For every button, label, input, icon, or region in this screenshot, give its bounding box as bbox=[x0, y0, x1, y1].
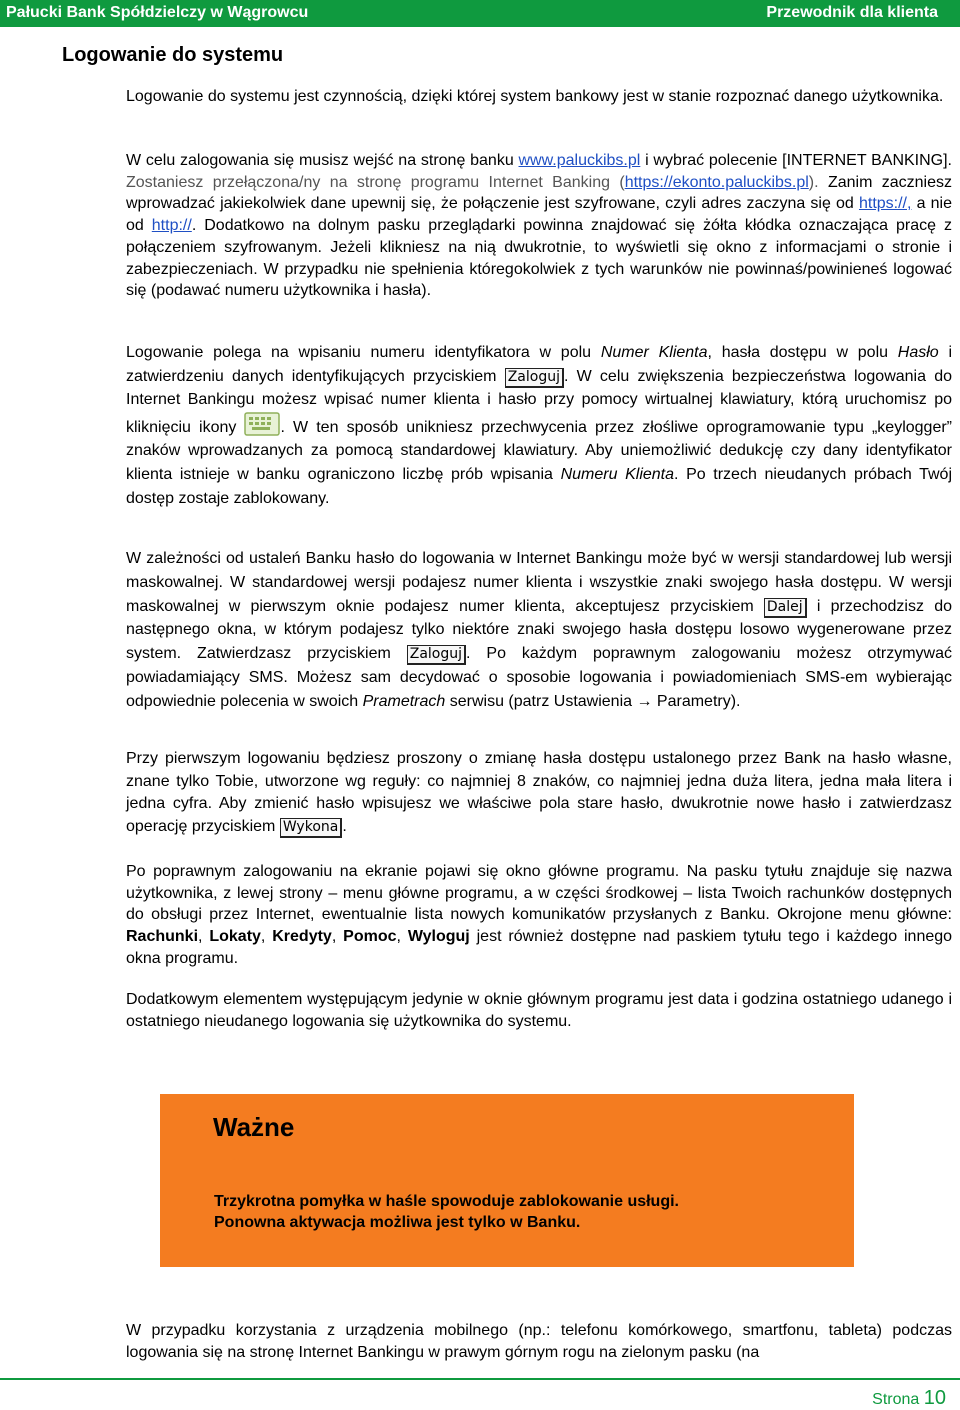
keyboard-icon[interactable] bbox=[244, 412, 280, 436]
paragraph-first-login bbox=[126, 748, 952, 838]
paragraph-password-versions bbox=[126, 547, 952, 714]
text: Po poprawnym zalogowaniu na ekranie pojawi się okno główne programu. Na pasku tytułu znajduje się nazwa użytkownika, z lewej strony – menu główne programu, a w części środkowej – lista Twoich rachunków dostępnych do obsługi przez Internet, ewentualnie lista nowych komunikatów przysłanych z Banku. Okrojone menu główne: bbox=[126, 863, 952, 924]
text: . bbox=[342, 817, 347, 835]
section-title: Logowanie do systemu bbox=[62, 44, 284, 66]
field-name: Hasło bbox=[897, 344, 939, 361]
text: . Dodatkowo na dolnym pasku przeglądarki powinna znajdować się żółta kłódka oznaczająca pracę z połączeniem szyfrowanym. Jeżeli klikniesz na nią dwukrotnie, to wyświetli się okno z informacjami o stronie i zabezpieczeniach. W przypadku nie spełnienia któregokolwiek z tych warunków nie powinnaś/powinieneś logować się (podawać numeru użytkownika i hasła). bbox=[126, 217, 952, 300]
bank-name: Pałucki Bank Spółdzielczy w Wągrowcu bbox=[6, 4, 309, 21]
parameters-link: Prametrach bbox=[362, 692, 446, 710]
notice-title: Ważne bbox=[213, 1112, 295, 1142]
field-name: Numer Klienta bbox=[600, 344, 708, 361]
paragraph-last-login: Dodatkowym elementem występującym jedynie w oknie głównym programu jest data i godzina ostatniego udanego i ostatniego nieudanego logowania się użytkownika do systemu. bbox=[126, 991, 952, 1030]
page-header bbox=[0, 0, 960, 27]
separator: , bbox=[396, 928, 408, 946]
text: Logowanie polega na wpisaniu numeru identyfikatora w polu bbox=[126, 344, 601, 361]
text: ). bbox=[808, 173, 819, 191]
page-number bbox=[872, 1387, 946, 1410]
http-link[interactable]: http:// bbox=[151, 217, 192, 235]
paragraph-main-window bbox=[126, 861, 952, 970]
https-link[interactable]: https://, bbox=[858, 195, 912, 213]
text: a nie od bbox=[126, 195, 952, 235]
text: Zostaniesz przełączona/ny na stronę programu Internet Banking ( bbox=[126, 173, 625, 191]
separator: , bbox=[198, 928, 210, 946]
text: W zależności od ustaleń Banku hasło do logowania w Internet Bankingu może być w wersji standardowej lub wersji maskowalnej. W standardowej wersji podajesz numer klienta i wszystkie znaki swojego hasła dostępu. W wersji maskowalnej w pierwszym oknie podajesz numer klienta, akceptujesz przyciskiem bbox=[126, 550, 952, 615]
wykona-button[interactable]: Wykona bbox=[280, 818, 343, 838]
text: i przechodzisz do następnego okna, w którym podajesz tylko niektóre znaki swojego hasła dostępu losowo wygenerowane przez system. Zatwierdzasz przyciskiem bbox=[126, 597, 952, 663]
text: serwisu (patrz Ustawienia bbox=[445, 692, 637, 710]
menu-item-wyloguj: Wyloguj bbox=[407, 928, 470, 946]
page-label: Strona bbox=[872, 1391, 920, 1408]
paragraph-mobile: W przypadku korzystania z urządzenia mobilnego (np.: telefonu komórkowego, smartfonu, tableta) podczas logowania się na stronę Internet Bankingu w prawym górnym rogu na zielonym pasku (na bbox=[126, 1322, 952, 1361]
dalej-button[interactable]: Dalej bbox=[764, 598, 807, 618]
text: Zanim zaczniesz wprowadzać jakiekolwiek dane upewnij się, że połączenie jest szyfrowane, czyli adres zaczyna się od bbox=[126, 173, 953, 213]
right-arrow-icon: → bbox=[636, 692, 653, 710]
notice-line-1: Trzykrotna pomyłka w haśle spowoduje zablokowanie usługi. bbox=[214, 1193, 679, 1210]
text: . W celu zwiększenia bezpieczeństwa logowania do Internet Bankingu możesz wpisać numer klienta i hasło przy pomocy wirtualnej klawiatury, którą uruchomisz po kliknięciu ikony bbox=[126, 367, 952, 436]
text: . Po trzech nieudanych próbach Twój dostęp zostaje zablokowany. bbox=[126, 465, 952, 507]
bank-website-link[interactable]: www.paluckibs.pl bbox=[518, 152, 641, 169]
menu-item-pomoc: Pomoc bbox=[343, 928, 397, 946]
document-title: Przewodnik dla klienta bbox=[766, 4, 938, 21]
text: . W ten sposób unikniesz przechwycenia przez złośliwe oprogramowanie typu „keylogger” znaków wprowadzanych za pomocą standardowej klawiatury. Aby uniemożliwić dedukcję czy dany identyfikator klienta istnieje w banku ograniczono liczbę prób wpisania bbox=[126, 418, 952, 483]
footer-divider bbox=[0, 1378, 960, 1380]
text: , hasła dostępu w polu bbox=[707, 344, 898, 361]
separator: , bbox=[260, 928, 273, 946]
text: Parametry). bbox=[652, 692, 741, 710]
paragraph-login-procedure bbox=[126, 341, 952, 510]
text: i zatwierdzeniu danych identyfikujących przyciskiem bbox=[126, 344, 953, 385]
zaloguj-button[interactable]: Zaloguj bbox=[505, 368, 564, 388]
text: W celu zalogowania się musisz wejść na stronę banku bbox=[126, 152, 519, 169]
zaloguj-button[interactable]: Zaloguj bbox=[407, 645, 466, 665]
field-name: Numeru Klienta bbox=[560, 465, 675, 483]
text: Przy pierwszym logowaniu będziesz proszony o zmianę hasła dostępu ustalonego przez Bank na hasło własne, znane tylko Tobie, utworzone wg reguły: co najmniej 8 znaków, co najmniej jedna duża litera, jedna mała litera i jedna cyfra. Aby zmienić hasło wpisujesz we właściwe pola stare hasło, dwukrotnie nowe hasło i zatwierdzasz operację przyciskiem bbox=[126, 750, 952, 835]
notice-text bbox=[214, 1191, 679, 1233]
notice-line-2: Ponowna aktywacja możliwa jest tylko w Banku. bbox=[214, 1214, 581, 1231]
important-notice bbox=[160, 1094, 854, 1267]
paragraph-intro: Logowanie do systemu jest czynnością, dzięki której system bankowy jest w stanie rozpoznać danego użytkownika. bbox=[126, 88, 944, 105]
page-value: 10 bbox=[923, 1387, 946, 1409]
ebanking-link[interactable]: https://ekonto.paluckibs.pl bbox=[624, 173, 809, 191]
text: jest również dostępne nad paskiem tytułu tego i każdego innego okna programu. bbox=[126, 928, 953, 967]
separator: , bbox=[331, 928, 344, 946]
menu-item-lokaty: Lokaty bbox=[209, 928, 261, 946]
text: . Po każdym poprawnym zalogowaniu możesz otrzymywać powiadamiający SMS. Możesz sam decydować o sposobie logowania i powiadomieniach SMS-em wybierając odpowiednie polecenia w swoich bbox=[126, 645, 952, 710]
paragraph-login-url bbox=[126, 150, 952, 302]
redirect-note bbox=[126, 174, 819, 191]
menu-item-kredyty: Kredyty bbox=[272, 928, 332, 946]
menu-item-rachunki: Rachunki bbox=[126, 928, 199, 946]
text: i wybrać polecenie [INTERNET BANKING]. bbox=[640, 152, 953, 169]
